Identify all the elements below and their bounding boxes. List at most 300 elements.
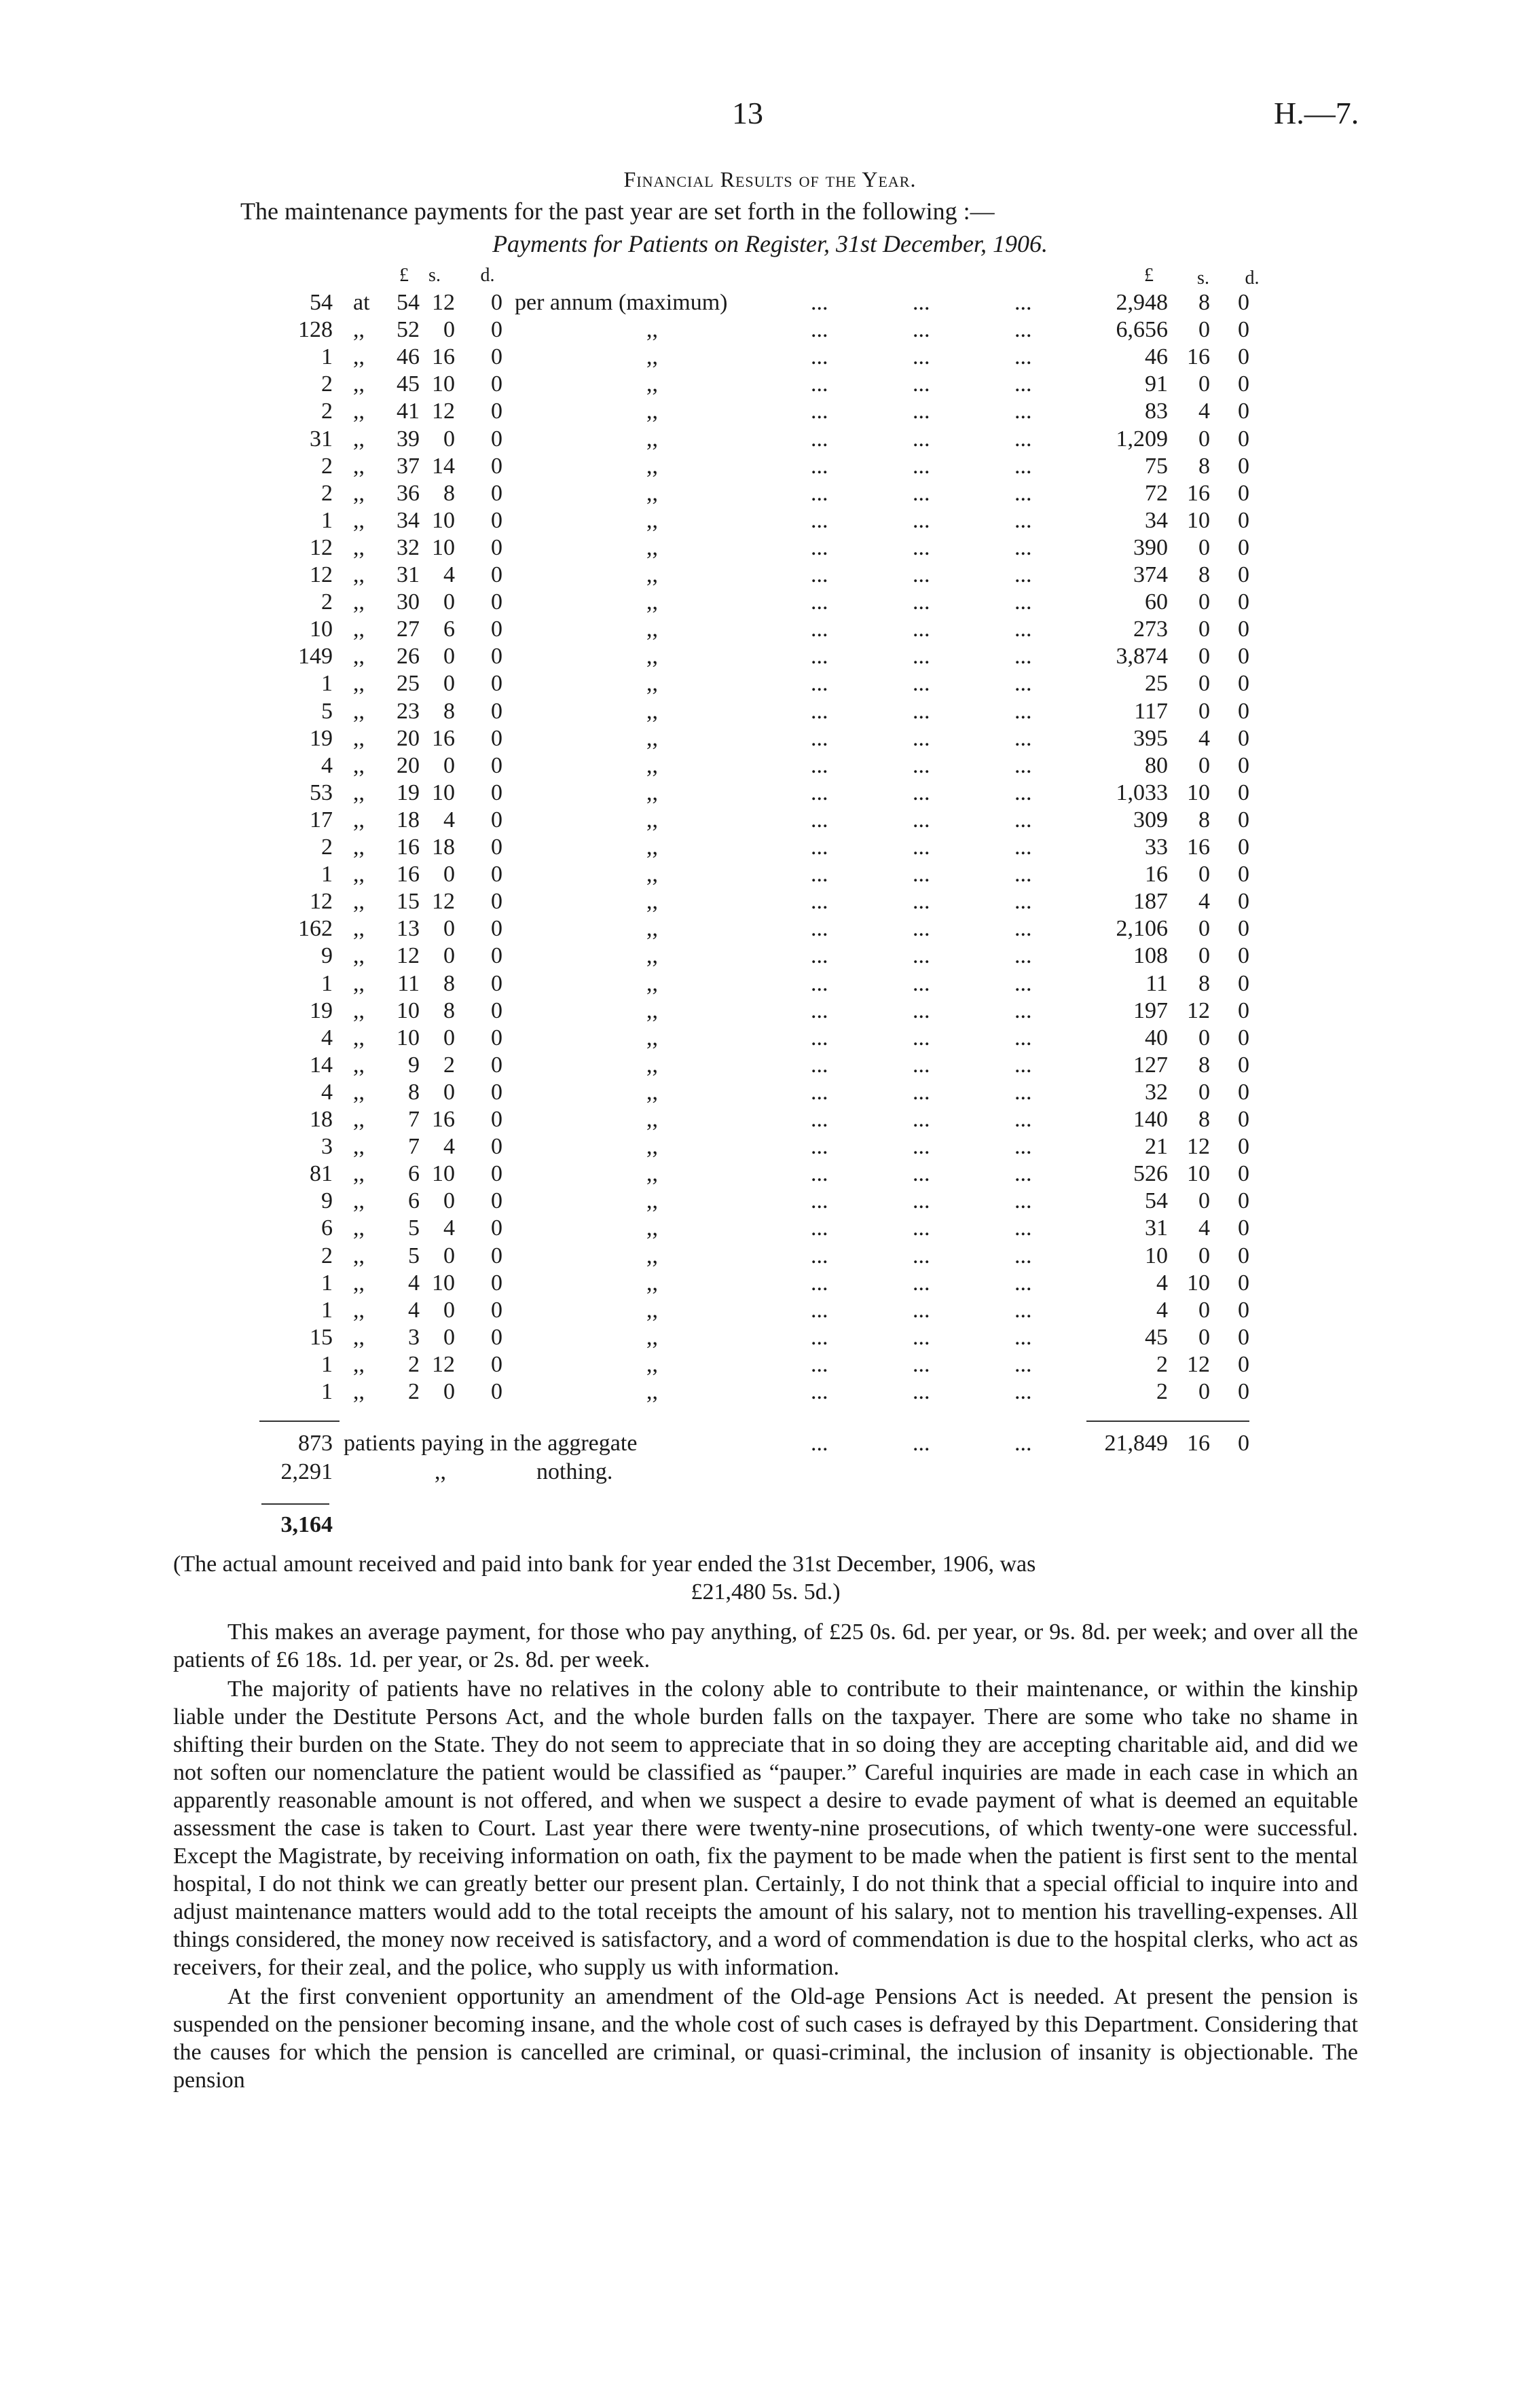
cell-rate-s: 0: [443, 317, 455, 342]
leader-dots: ...: [1014, 1431, 1032, 1456]
leader-dots: ...: [913, 562, 930, 587]
cell-total-s: 4: [1198, 889, 1210, 914]
leader-dots: ...: [1014, 807, 1032, 832]
cell-rate-l: 8: [408, 1080, 420, 1105]
leader-dots: ...: [811, 971, 828, 996]
ditto-mark: ,,: [646, 1052, 658, 1078]
cell-count: 31: [310, 426, 333, 452]
cell-count: 2: [321, 1243, 333, 1268]
cell-total-l: 374: [1133, 562, 1168, 587]
cell-total-d: 0: [1238, 1080, 1249, 1105]
cell-count: 19: [310, 998, 333, 1023]
leader-dots: ...: [1014, 1215, 1032, 1241]
cell-count: 4: [321, 1080, 333, 1105]
leader-dots: ...: [1014, 889, 1032, 914]
leader-dots: ...: [913, 1431, 930, 1456]
cell-total-s: 8: [1198, 1052, 1210, 1078]
cell-rate-s: 10: [432, 535, 455, 560]
cell-total-s: 0: [1198, 426, 1210, 452]
cell-rate-d: 0: [491, 562, 502, 587]
cell-count: 1: [321, 1379, 333, 1404]
cell-count: 15: [310, 1325, 333, 1350]
cell-total-d: 0: [1238, 943, 1249, 968]
cell-total-d: 0: [1238, 1188, 1249, 1213]
rate-prefix: ,,: [353, 889, 365, 914]
cell-rate-d: 0: [491, 671, 502, 696]
cell-total-d: 0: [1238, 1134, 1249, 1159]
bank-note: (The actual amount received and paid into bank for year ended the 31st December, 1906, was: [173, 1552, 1036, 1577]
leader-dots: ...: [913, 780, 930, 805]
cell-rate-d: 0: [491, 1052, 502, 1078]
leader-dots: ...: [913, 726, 930, 751]
leader-dots: ...: [811, 1134, 828, 1159]
leader-dots: ...: [913, 290, 930, 315]
cell-rate-l: 2: [408, 1352, 420, 1377]
leader-dots: ...: [1014, 1052, 1032, 1078]
leader-dots: ...: [913, 617, 930, 642]
rate-prefix: ,,: [353, 1134, 365, 1159]
cell-rate-d: 0: [491, 1107, 502, 1132]
cell-rate-s: 10: [432, 1270, 455, 1296]
leader-dots: ...: [1014, 1325, 1032, 1350]
table-row: [0, 398, 1540, 425]
cell-rate-l: 5: [408, 1243, 420, 1268]
cell-total-d: 0: [1238, 1107, 1249, 1132]
cell-total-l: 33: [1145, 835, 1168, 860]
cell-rate-l: 7: [408, 1107, 420, 1132]
cell-rate-s: 16: [432, 344, 455, 369]
leader-dots: ...: [913, 1325, 930, 1350]
leader-dots: ...: [913, 1379, 930, 1404]
leader-dots: ...: [913, 971, 930, 996]
rate-prefix: ,,: [353, 1298, 365, 1323]
cell-total-d: 0: [1238, 780, 1249, 805]
table-row: [0, 344, 1540, 371]
cell-total-l: 108: [1133, 943, 1168, 968]
cell-total-s: 0: [1198, 1298, 1210, 1323]
rate-prefix: ,,: [353, 481, 365, 506]
ditto-mark: ,,: [646, 1025, 658, 1050]
cell-rate-d: 0: [491, 699, 502, 724]
cell-total-s: 0: [1198, 317, 1210, 342]
cell-rate-s: 10: [432, 1161, 455, 1186]
cell-total-d: 0: [1238, 1352, 1249, 1377]
total-shillings-header: s.: [1197, 268, 1209, 289]
cell-rate-s: 0: [443, 1298, 455, 1323]
cell-total-s: 0: [1198, 1243, 1210, 1268]
rate-prefix: ,,: [353, 589, 365, 615]
rate-prefix: ,,: [353, 1243, 365, 1268]
cell-rate-d: 0: [491, 889, 502, 914]
cell-rate-s: 8: [443, 481, 455, 506]
table-row: [0, 1025, 1540, 1052]
rate-prefix: ,,: [353, 1025, 365, 1050]
cell-total-s: 12: [1187, 1352, 1210, 1377]
table-row: [0, 1324, 1540, 1351]
cell-total-l: 34: [1145, 508, 1168, 533]
cell-total-s: 4: [1198, 399, 1210, 424]
cell-rate-d: 0: [491, 1243, 502, 1268]
cell-rate-l: 12: [397, 943, 420, 968]
cell-rate-s: 0: [443, 1188, 455, 1213]
cell-total-l: 4: [1156, 1270, 1168, 1296]
total-sum-rule: [1086, 1421, 1249, 1422]
cell-total-d: 0: [1238, 371, 1249, 397]
cell-rate-s: 0: [443, 1080, 455, 1105]
leader-dots: ...: [811, 1431, 828, 1456]
total-pence-header: d.: [1245, 268, 1260, 289]
cell-rate-s: 4: [443, 562, 455, 587]
table-row: [0, 480, 1540, 507]
cell-total-d: 0: [1238, 1052, 1249, 1078]
cell-count: 18: [310, 1107, 333, 1132]
cell-total-l: 32: [1145, 1080, 1168, 1105]
ditto-mark: ,,: [646, 1161, 658, 1186]
cell-total-l: 80: [1145, 753, 1168, 778]
cell-rate-d: 0: [491, 1379, 502, 1404]
table-row: [0, 725, 1540, 752]
leader-dots: ...: [1014, 1243, 1032, 1268]
paying-total-pence: 0: [1238, 1431, 1249, 1456]
cell-total-l: 2,948: [1116, 290, 1168, 315]
ditto-mark: ,,: [646, 726, 658, 751]
cell-total-d: 0: [1238, 971, 1249, 996]
table-row: [0, 698, 1540, 725]
cell-total-l: 197: [1133, 998, 1168, 1023]
cell-total-l: 25: [1145, 671, 1168, 696]
cell-rate-s: 10: [432, 508, 455, 533]
leader-dots: ...: [913, 916, 930, 941]
rate-prefix: ,,: [353, 1161, 365, 1186]
cell-total-s: 4: [1198, 726, 1210, 751]
cell-rate-s: 10: [432, 371, 455, 397]
cell-rate-l: 39: [397, 426, 420, 452]
cell-rate-s: 0: [443, 1025, 455, 1050]
cell-rate-s: 4: [443, 1134, 455, 1159]
ditto-mark: ,,: [646, 699, 658, 724]
cell-count: 1: [321, 971, 333, 996]
cell-rate-s: 0: [443, 644, 455, 669]
ditto-mark: ,,: [435, 1459, 446, 1484]
leader-dots: ...: [913, 1080, 930, 1105]
leader-dots: ...: [811, 290, 828, 315]
cell-total-s: 12: [1187, 1134, 1210, 1159]
table-row: [0, 1378, 1540, 1406]
ditto-mark: ,,: [646, 617, 658, 642]
cell-rate-d: 0: [491, 971, 502, 996]
cell-total-d: 0: [1238, 317, 1249, 342]
cell-rate-l: 26: [397, 644, 420, 669]
cell-count: 4: [321, 753, 333, 778]
ditto-mark: ,,: [646, 1379, 658, 1404]
rate-shillings-header: s.: [428, 265, 441, 286]
table-row: [0, 643, 1540, 670]
table-row: [0, 752, 1540, 780]
rate-prefix: ,,: [353, 726, 365, 751]
ditto-mark: ,,: [646, 1215, 658, 1241]
leader-dots: ...: [913, 644, 930, 669]
cell-rate-d: 0: [491, 1325, 502, 1350]
cell-total-d: 0: [1238, 344, 1249, 369]
rate-prefix: ,,: [353, 562, 365, 587]
series-code: H.—7.: [1274, 96, 1359, 130]
table-row: [0, 670, 1540, 697]
leader-dots: ...: [811, 535, 828, 560]
cell-rate-s: 12: [432, 399, 455, 424]
cell-total-d: 0: [1238, 535, 1249, 560]
table-row: [0, 1351, 1540, 1378]
rate-prefix: ,,: [353, 780, 365, 805]
cell-rate-d: 0: [491, 1134, 502, 1159]
cell-total-l: 40: [1145, 1025, 1168, 1050]
ditto-mark: ,,: [646, 535, 658, 560]
cell-total-s: 8: [1198, 1107, 1210, 1132]
cell-rate-s: 0: [443, 426, 455, 452]
leader-dots: ...: [913, 454, 930, 479]
leader-dots: ...: [913, 998, 930, 1023]
cell-rate-d: 0: [491, 1298, 502, 1323]
cell-total-s: 0: [1198, 1379, 1210, 1404]
cell-total-l: 83: [1145, 399, 1168, 424]
table-row: [0, 589, 1540, 616]
cell-total-s: 4: [1198, 1215, 1210, 1241]
ditto-mark: ,,: [646, 971, 658, 996]
leader-dots: ...: [1014, 1270, 1032, 1296]
cell-total-l: 75: [1145, 454, 1168, 479]
cell-total-l: 31: [1145, 1215, 1168, 1241]
cell-rate-l: 3: [408, 1325, 420, 1350]
leader-dots: ...: [811, 562, 828, 587]
cell-total-l: 390: [1133, 535, 1168, 560]
cell-rate-d: 0: [491, 1188, 502, 1213]
rate-prefix: ,,: [353, 1052, 365, 1078]
cell-count: 2: [321, 835, 333, 860]
cell-total-d: 0: [1238, 617, 1249, 642]
cell-rate-d: 0: [491, 481, 502, 506]
cell-rate-s: 0: [443, 671, 455, 696]
cell-rate-s: 12: [432, 1352, 455, 1377]
cell-rate-d: 0: [491, 998, 502, 1023]
page-number: 13: [732, 96, 763, 130]
leader-dots: ...: [1014, 998, 1032, 1023]
cell-total-d: 0: [1238, 1215, 1249, 1241]
rate-prefix: ,,: [353, 344, 365, 369]
leader-dots: ...: [811, 1107, 828, 1132]
cell-rate-d: 0: [491, 371, 502, 397]
per-annum-note: per annum (maximum): [515, 290, 728, 315]
table-row: [0, 1270, 1540, 1297]
leader-dots: ...: [1014, 508, 1032, 533]
cell-rate-s: 0: [443, 1243, 455, 1268]
rate-prefix: ,,: [353, 1325, 365, 1350]
cell-rate-d: 0: [491, 589, 502, 615]
leader-dots: ...: [913, 589, 930, 615]
cell-total-d: 0: [1238, 889, 1249, 914]
table-row: [0, 915, 1540, 942]
section-title: Financial Results of the Year.: [623, 167, 917, 191]
cell-rate-d: 0: [491, 1215, 502, 1241]
paying-total-shillings: 16: [1187, 1431, 1210, 1456]
leader-dots: ...: [811, 671, 828, 696]
ditto-mark: ,,: [646, 780, 658, 805]
cell-rate-l: 19: [397, 780, 420, 805]
cell-total-l: 46: [1145, 344, 1168, 369]
leader-dots: ...: [913, 1025, 930, 1050]
cell-total-s: 0: [1198, 644, 1210, 669]
cell-total-d: 0: [1238, 562, 1249, 587]
cell-rate-l: 34: [397, 508, 420, 533]
cell-total-l: 10: [1145, 1243, 1168, 1268]
ditto-mark: ,,: [646, 508, 658, 533]
cell-total-d: 0: [1238, 1025, 1249, 1050]
leader-dots: ...: [913, 371, 930, 397]
ditto-mark: ,,: [646, 344, 658, 369]
cell-rate-s: 0: [443, 1379, 455, 1404]
table-row: [0, 371, 1540, 398]
cell-count: 12: [310, 535, 333, 560]
cell-count: 4: [321, 1025, 333, 1050]
cell-rate-l: 36: [397, 481, 420, 506]
leader-dots: ...: [913, 1352, 930, 1377]
table-row: [0, 562, 1540, 589]
rate-prefix: ,,: [353, 1270, 365, 1296]
cell-rate-l: 7: [408, 1134, 420, 1159]
cell-rate-d: 0: [491, 916, 502, 941]
cell-total-d: 0: [1238, 998, 1249, 1023]
cell-total-s: 10: [1187, 1270, 1210, 1296]
cell-total-l: 45: [1145, 1325, 1168, 1350]
leader-dots: ...: [811, 1052, 828, 1078]
rate-prefix: ,,: [353, 1379, 365, 1404]
cell-total-l: 395: [1133, 726, 1168, 751]
leader-dots: ...: [913, 1270, 930, 1296]
table-row: [0, 534, 1540, 562]
average-payment-paragraph: This makes an average payment, for those who pay anything, of £25 0s. 6d. per year, or 9s. 8d. per week; and over all the patients of £6 18s. 1d. per year, or 2s. 8d. per week.: [173, 1619, 1358, 1672]
cell-total-l: 187: [1133, 889, 1168, 914]
ditto-mark: ,,: [646, 998, 658, 1023]
grand-total-rule: [261, 1503, 329, 1505]
leader-dots: ...: [1014, 1025, 1032, 1050]
table-row: [0, 1133, 1540, 1160]
leader-dots: ...: [811, 317, 828, 342]
leader-dots: ...: [913, 317, 930, 342]
rate-prefix: ,,: [353, 454, 365, 479]
leader-dots: ...: [1014, 671, 1032, 696]
total-pounds-header: £: [1144, 265, 1154, 286]
cell-count: 1: [321, 862, 333, 887]
leader-dots: ...: [811, 753, 828, 778]
cell-rate-d: 0: [491, 1080, 502, 1105]
cell-count: 12: [310, 889, 333, 914]
cell-rate-l: 11: [397, 971, 420, 996]
cell-total-s: 8: [1198, 290, 1210, 315]
cell-rate-l: 13: [397, 916, 420, 941]
cell-rate-d: 0: [491, 426, 502, 452]
cell-total-d: 0: [1238, 753, 1249, 778]
cell-total-l: 91: [1145, 371, 1168, 397]
leader-dots: ...: [913, 699, 930, 724]
cell-total-s: 0: [1198, 862, 1210, 887]
cell-rate-l: 31: [397, 562, 420, 587]
cell-count: 14: [310, 1052, 333, 1078]
leader-dots: ...: [913, 1243, 930, 1268]
leader-dots: ...: [811, 371, 828, 397]
cell-total-l: 309: [1133, 807, 1168, 832]
leader-dots: ...: [913, 835, 930, 860]
leader-dots: ...: [1014, 426, 1032, 452]
cell-total-l: 140: [1133, 1107, 1168, 1132]
ditto-mark: ,,: [646, 454, 658, 479]
cell-total-s: 0: [1198, 371, 1210, 397]
cell-total-l: 21: [1145, 1134, 1168, 1159]
cell-rate-s: 16: [432, 1107, 455, 1132]
leader-dots: ...: [1014, 1352, 1032, 1377]
cell-total-d: 0: [1238, 699, 1249, 724]
table-row: [0, 1160, 1540, 1188]
cell-rate-d: 0: [491, 862, 502, 887]
cell-total-s: 10: [1187, 780, 1210, 805]
leader-dots: ...: [811, 1298, 828, 1323]
rate-prefix: ,,: [353, 862, 365, 887]
leader-dots: ...: [1014, 399, 1032, 424]
ditto-mark: ,,: [646, 1107, 658, 1132]
leader-dots: ...: [811, 1215, 828, 1241]
cell-rate-s: 12: [432, 889, 455, 914]
ditto-mark: ,,: [646, 589, 658, 615]
cell-total-s: 0: [1198, 916, 1210, 941]
cell-total-s: 10: [1187, 1161, 1210, 1186]
cell-total-l: 2,106: [1116, 916, 1168, 941]
table-row: [0, 807, 1540, 834]
cell-count: 2: [321, 371, 333, 397]
bank-note-amount: £21,480 5s. 5d.): [691, 1579, 841, 1605]
cell-total-l: 127: [1133, 1052, 1168, 1078]
rate-prefix: ,,: [353, 699, 365, 724]
cell-rate-s: 8: [443, 971, 455, 996]
cell-total-d: 0: [1238, 1161, 1249, 1186]
cell-rate-l: 54: [397, 290, 420, 315]
cell-total-l: 6,656: [1116, 317, 1168, 342]
cell-total-s: 0: [1198, 1188, 1210, 1213]
cell-count: 128: [298, 317, 333, 342]
cell-total-s: 8: [1198, 562, 1210, 587]
nonpaying-count: 2,291: [280, 1459, 333, 1484]
table-row: [0, 942, 1540, 970]
leader-dots: ...: [811, 1243, 828, 1268]
cell-total-d: 0: [1238, 1325, 1249, 1350]
cell-total-d: 0: [1238, 644, 1249, 669]
cell-total-l: 4: [1156, 1298, 1168, 1323]
table-row: [0, 1052, 1540, 1079]
table-row: [0, 997, 1540, 1025]
leader-dots: ...: [811, 889, 828, 914]
table-row: [0, 616, 1540, 643]
cell-total-d: 0: [1238, 1243, 1249, 1268]
leader-dots: ...: [913, 1188, 930, 1213]
cell-total-s: 8: [1198, 807, 1210, 832]
cell-rate-d: 0: [491, 508, 502, 533]
leader-dots: ...: [1014, 916, 1032, 941]
leader-dots: ...: [1014, 971, 1032, 996]
cell-count: 6: [321, 1215, 333, 1241]
leader-dots: ...: [811, 589, 828, 615]
leader-dots: ...: [1014, 371, 1032, 397]
table-row: [0, 289, 1540, 316]
cell-total-d: 0: [1238, 508, 1249, 533]
cell-total-l: 60: [1145, 589, 1168, 615]
cell-rate-l: 37: [397, 454, 420, 479]
rate-prefix: ,,: [353, 508, 365, 533]
